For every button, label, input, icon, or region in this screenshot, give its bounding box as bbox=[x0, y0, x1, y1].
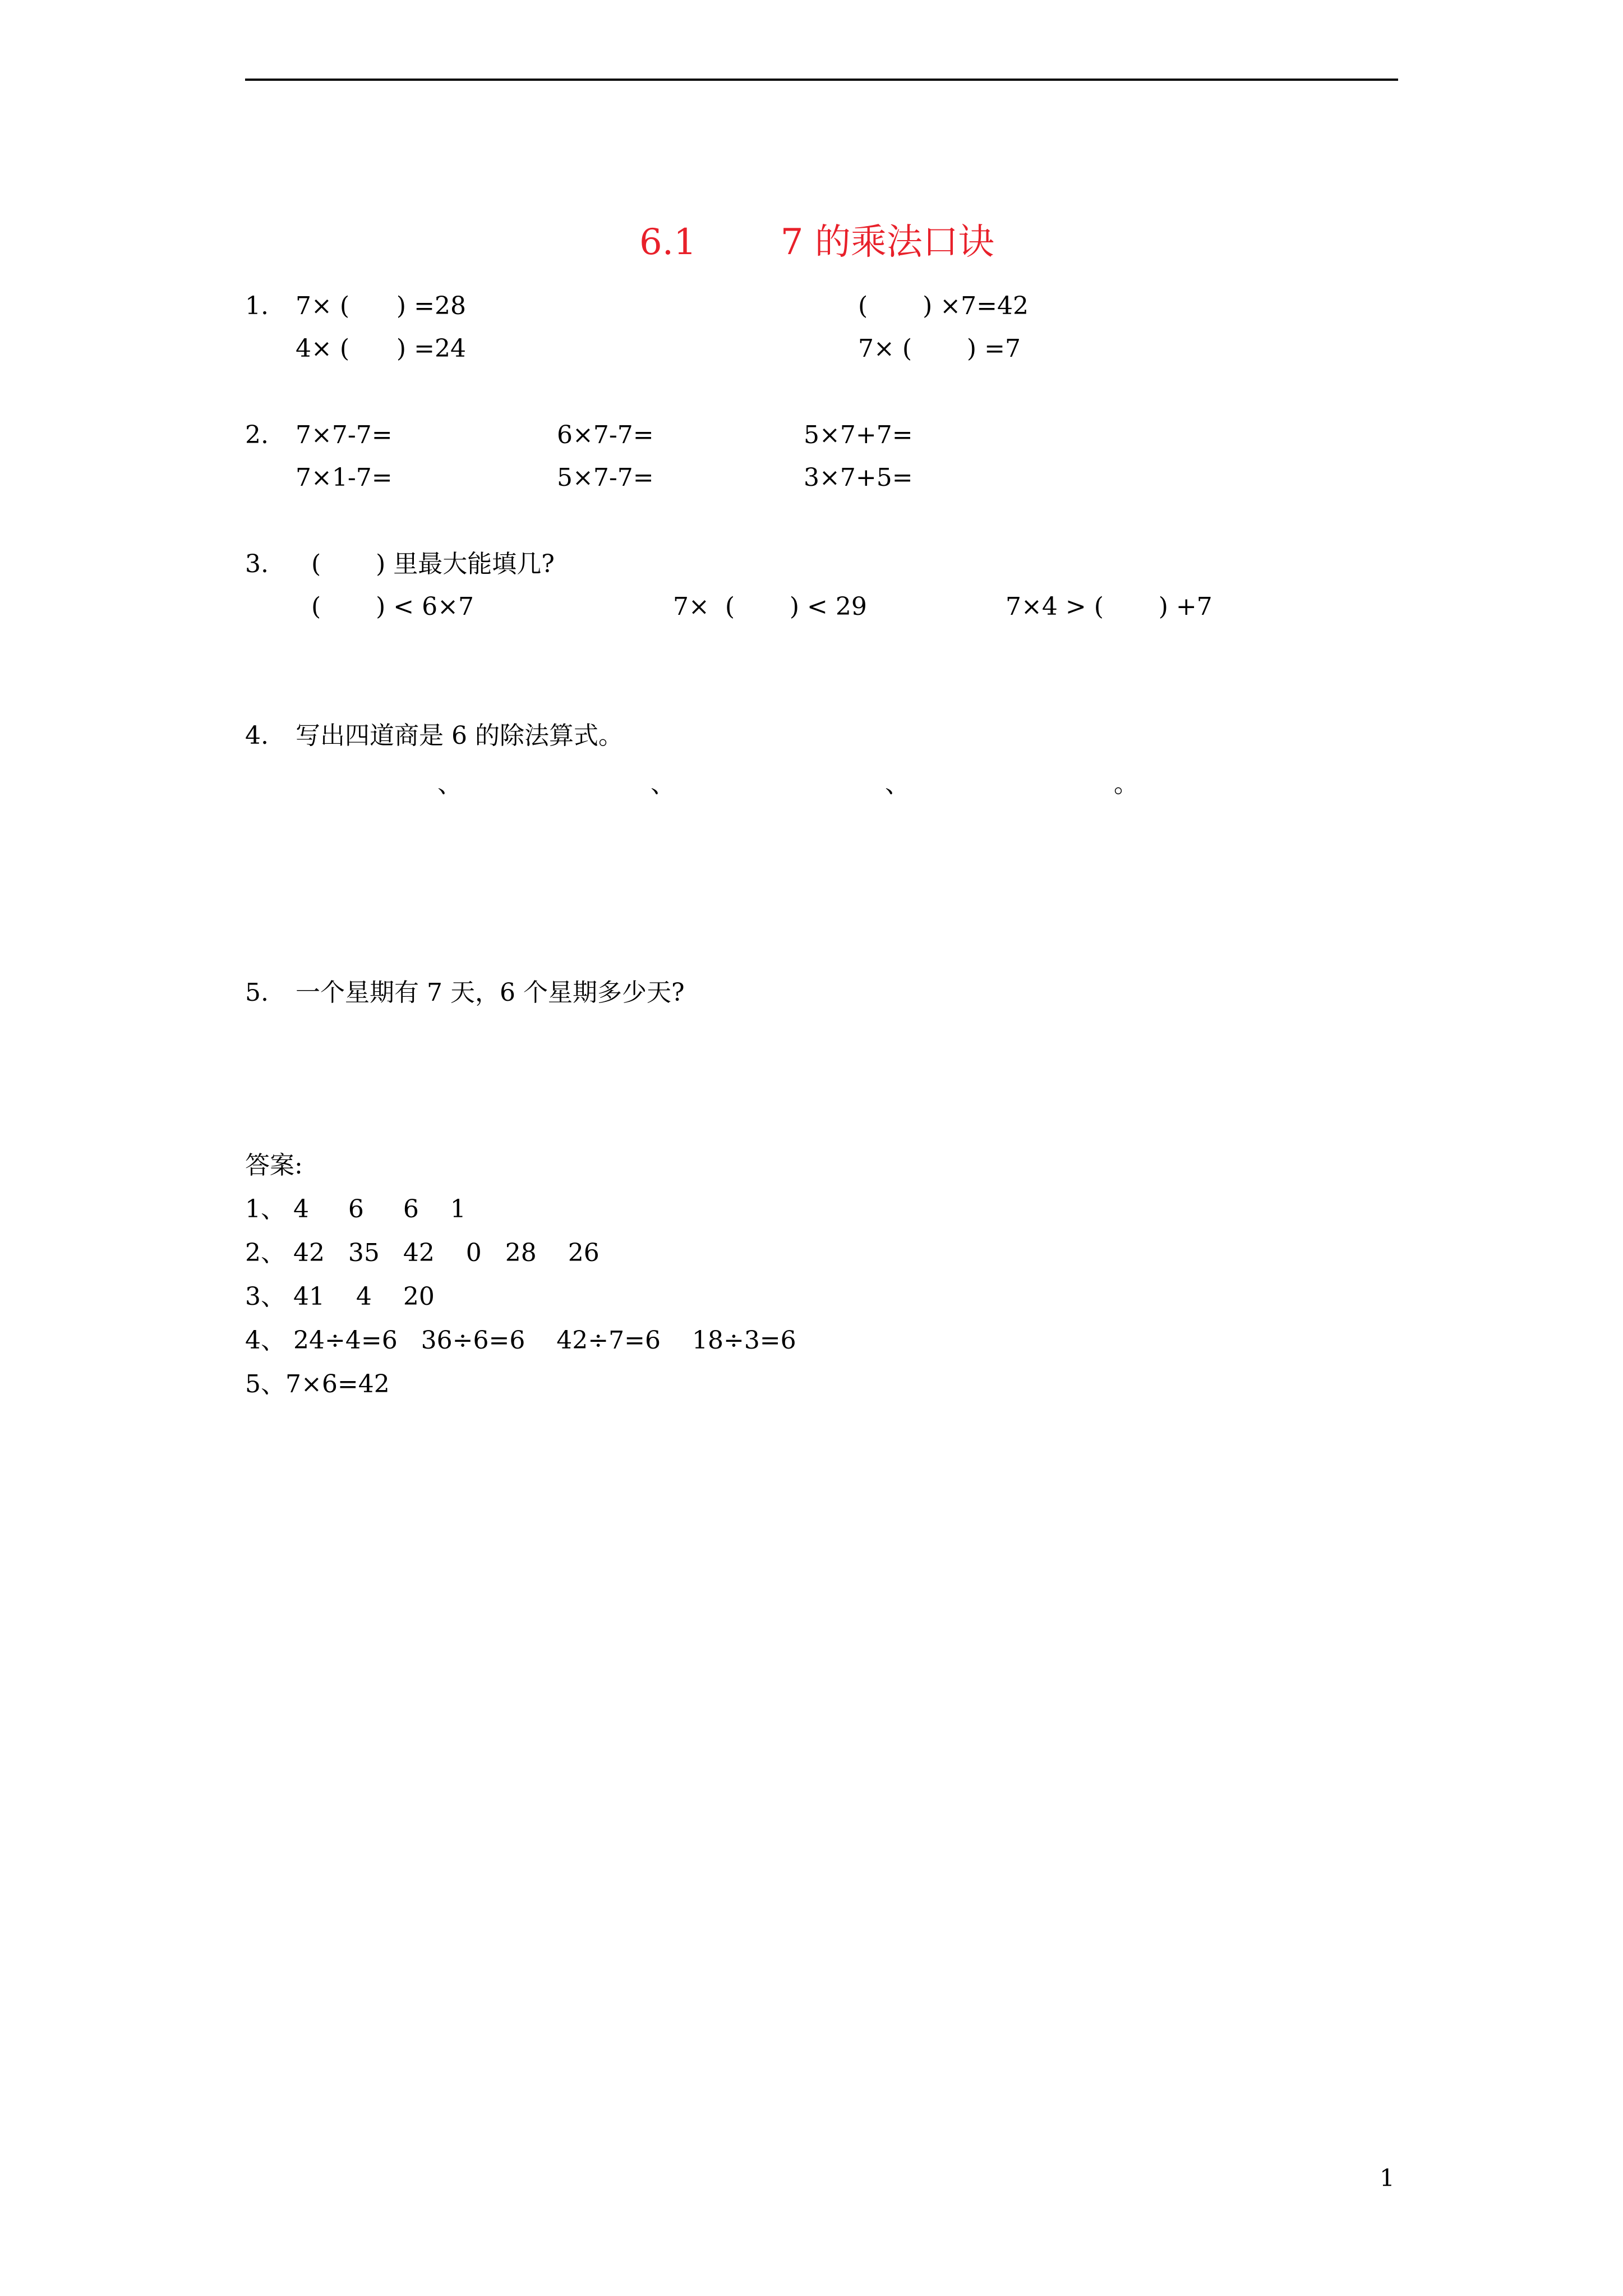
q1-item-a: 7× ( ) =28 bbox=[296, 292, 466, 320]
header-rule bbox=[245, 79, 1398, 81]
page-title bbox=[639, 220, 994, 265]
q2-item-d: 7×1-7= bbox=[296, 463, 393, 492]
q1-item-b: ( ) ×7=42 bbox=[858, 292, 1029, 320]
q2-item-f: 3×7+5= bbox=[804, 463, 913, 492]
answer-line-5: 5、7×6=42 bbox=[245, 1370, 390, 1398]
q1-item-d: 7× ( ) =7 bbox=[858, 334, 1021, 363]
q5-prompt: 一个星期有 7 天，6 个星期多少天? bbox=[296, 978, 685, 1007]
q3-item-c: 7×4 > ( ) +7 bbox=[1006, 592, 1212, 621]
answer-line-4: 4、 24÷4=6 36÷6=6 42÷7=6 18÷3=6 bbox=[245, 1326, 796, 1355]
q2-item-a: 7×7-7= bbox=[296, 421, 393, 449]
q4-separator: 、 bbox=[885, 770, 910, 798]
q4-prompt: 写出四道商是 6 的除法算式。 bbox=[296, 721, 623, 750]
title-number: 6.1 bbox=[639, 222, 697, 263]
q4-period: 。 bbox=[1114, 770, 1138, 798]
answer-line-3: 3、 41 4 20 bbox=[245, 1282, 435, 1311]
q4-separator: 、 bbox=[651, 770, 675, 798]
q1-number: 1. bbox=[245, 292, 269, 320]
q3-prompt: ( ) 里最大能填几? bbox=[311, 550, 555, 578]
q3-item-a: ( ) < 6×7 bbox=[311, 592, 474, 621]
page-number: 1 bbox=[1380, 2164, 1395, 2192]
q2-item-e: 5×7-7= bbox=[557, 463, 654, 492]
answers-heading: 答案: bbox=[245, 1151, 303, 1180]
answer-line-1: 1、 4 6 6 1 bbox=[245, 1195, 466, 1223]
q1-item-c: 4× ( ) =24 bbox=[296, 334, 466, 363]
answer-line-2: 2、 42 35 42 0 28 26 bbox=[245, 1239, 600, 1267]
title-text: 7 的乘法口诀 bbox=[780, 222, 994, 263]
q2-item-c: 5×7+7= bbox=[804, 421, 913, 449]
q2-number: 2. bbox=[245, 421, 269, 449]
q3-number: 3. bbox=[245, 550, 269, 578]
q4-separator: 、 bbox=[437, 770, 462, 798]
q3-item-b: 7× ( ) < 29 bbox=[673, 592, 867, 621]
q4-number: 4. bbox=[245, 721, 269, 750]
q5-number: 5. bbox=[245, 978, 269, 1007]
q2-item-b: 6×7-7= bbox=[557, 421, 654, 449]
